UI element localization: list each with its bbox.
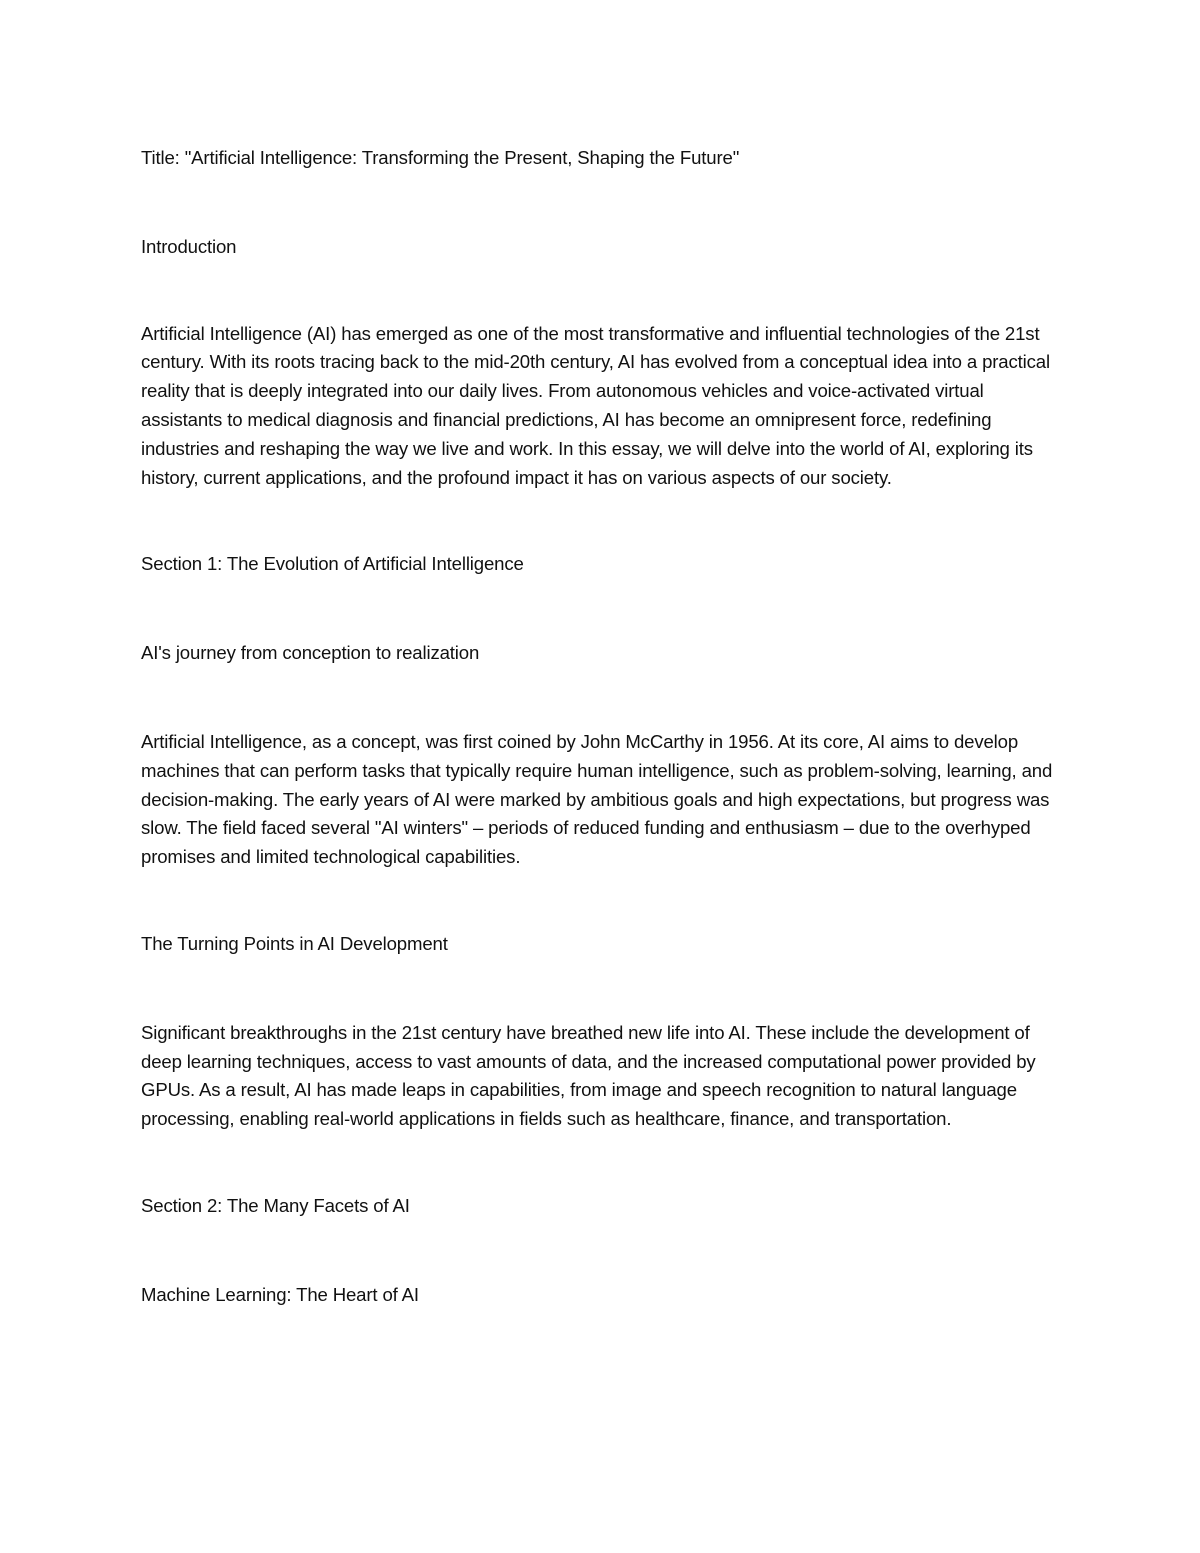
spacer [141, 872, 1061, 930]
heading-section-2: Section 2: The Many Facets of AI [141, 1194, 410, 1216]
spacer [141, 1221, 1061, 1281]
spacer [141, 579, 1061, 639]
paragraph-breakthroughs: Significant breakthroughs in the 21st century have breathed new life into AI. These include the development of deep learning techniques, access to vast amounts of data, and the increased computational power provided by GPUs. As a result, AI has made leaps in capabilities, from image and speech recognition to natural language processing, enabling real-world applications in fields such as healthcare, finance, and transportation. [141, 1021, 1036, 1130]
spacer [141, 492, 1061, 550]
paragraph-evolution: Artificial Intelligence, as a concept, was first coined by John McCarthy in 1956. At its core, AI aims to develop machines that can perform tasks that typically require human intelligence, such as problem-solving, learning, and decision-making. The early years of AI were marked by ambitious goals and high expectations, but progress was slow. The field faced several "AI winters" – periods of reduced funding and enthusiasm – due to the overhyped promises and limited technological capabilities. [141, 730, 1053, 868]
subheading-turning-points: The Turning Points in AI Development [141, 932, 448, 954]
subheading-machine-learning: Machine Learning: The Heart of AI [141, 1283, 419, 1305]
document-title: Title: "Artificial Intelligence: Transforming the Present, Shaping the Future" [141, 147, 740, 168]
heading-introduction: Introduction [141, 235, 237, 257]
heading-section-1: Section 1: The Evolution of Artificial Intelligence [141, 553, 524, 575]
spacer [141, 959, 1061, 1019]
spacer [141, 262, 1061, 320]
paragraph-introduction: Artificial Intelligence (AI) has emerged as one of the most transformative and influential technologies of the 21st century. With its roots tracing back to the mid-20th century, AI has evolved from a conceptual idea into a practical reality that is deeply integrated into our daily lives. From autonomous vehicles and voice-activated virtual assistants to medical diagnosis and financial predictions, AI has become an omnipresent force, redefining industries and reshaping the way we live and work. In this essay, we will delve into the world of AI, exploring its history, current applications, and the profound impact it has on various aspects of our society. [141, 322, 1050, 488]
subheading-ai-journey: AI's journey from conception to realization [141, 642, 480, 664]
spacer [141, 173, 1061, 233]
document-body [141, 144, 1061, 1310]
spacer [141, 668, 1061, 728]
spacer [141, 1134, 1061, 1192]
